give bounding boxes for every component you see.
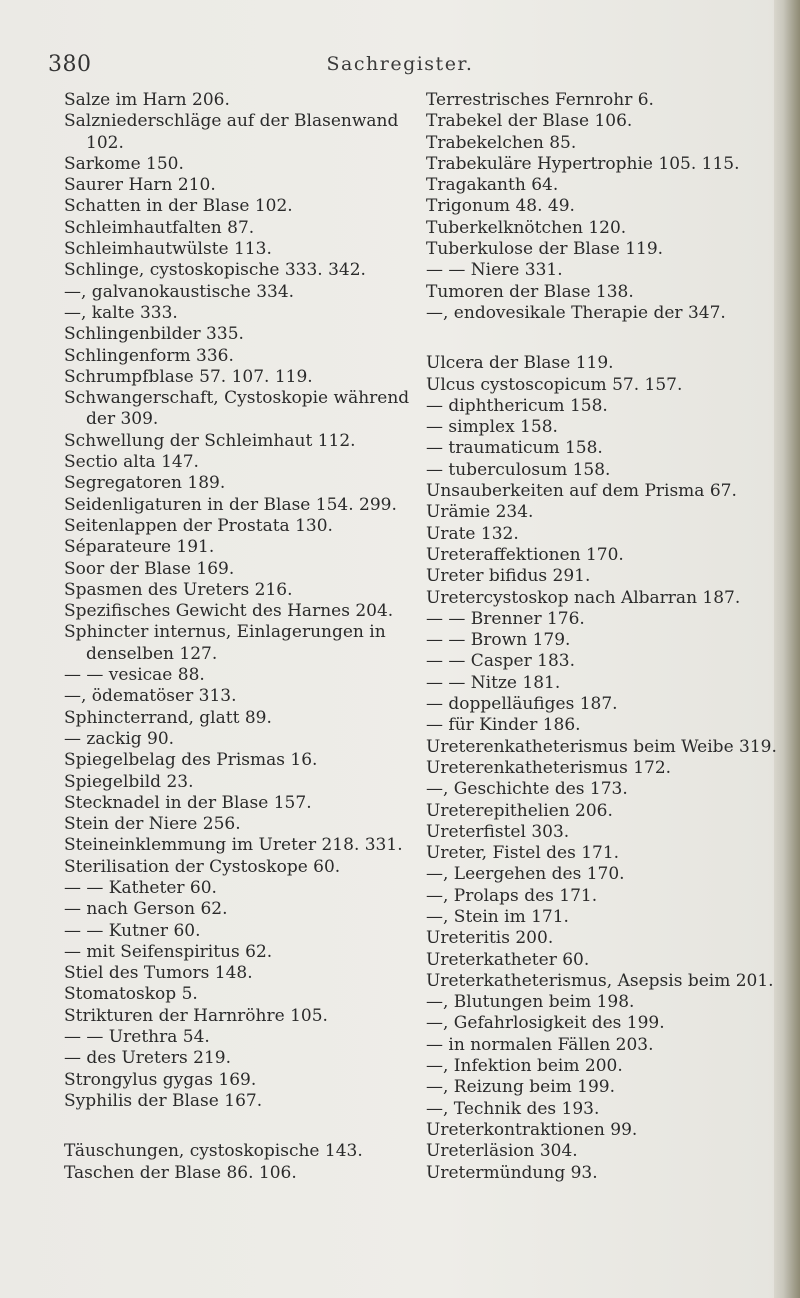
index-entry: Ureterfistel 303. xyxy=(426,821,570,842)
index-column-right xyxy=(426,90,781,1184)
index-entry: Seitenlappen der Prostata 130. xyxy=(64,515,333,536)
index-entry: Terrestrisches Fernrohr 6. xyxy=(426,90,654,110)
index-column-left xyxy=(64,90,409,1184)
index-entry: —, Blutungen beim 198. xyxy=(426,992,635,1013)
index-entry: Schrumpfblase 57. 107. 119. xyxy=(64,366,313,387)
index-entry: Stomatoskop 5. xyxy=(64,984,198,1005)
index-entry: —, Infektion beim 200. xyxy=(426,1056,623,1077)
index-entry: Strongylus gygas 169. xyxy=(64,1069,257,1090)
index-entry: Schatten in der Blase 102. xyxy=(64,196,293,217)
index-entry: —, ödematöser 313. xyxy=(64,686,237,707)
index-entry: — — Urethra 54. xyxy=(64,1027,210,1048)
index-entry: Segregatoren 189. xyxy=(64,473,226,494)
index-entry: — zackig 90. xyxy=(64,728,175,749)
index-entry: Schlingenbilder 335. xyxy=(64,324,244,345)
index-entry: Tumoren der Blase 138. xyxy=(426,281,634,302)
index-entry: —, Leergehen des 170. xyxy=(426,864,625,885)
index-entry: Trabekelchen 85. xyxy=(426,132,577,153)
index-entry: —, galvanokaustische 334. xyxy=(64,281,295,302)
index-entry: Täuschungen, cystoskopische 143. xyxy=(64,1141,363,1162)
index-entry: Urate 132. xyxy=(426,523,519,544)
index-entry: Ureterkatheterismus, Asepsis beim 201. xyxy=(426,970,774,991)
index-entry: Ureterenkatheterismus beim Weibe 319. xyxy=(426,736,777,757)
index-entry: — mit Seifenspiritus 62. xyxy=(64,941,273,962)
index-entry: —, Gefahrlosigkeit des 199. xyxy=(426,1013,665,1034)
index-entry: Sphincterrand, glatt 89. xyxy=(64,707,272,728)
index-entry: — — Brown 179. xyxy=(426,630,571,651)
index-entry: Ureterläsion 304. xyxy=(426,1141,578,1162)
index-entry: —, endovesikale Therapie der 347. xyxy=(426,302,726,323)
index-entry: denselben 127. xyxy=(86,643,218,664)
index-entry: der 309. xyxy=(86,409,159,430)
index-entry: Sphincter internus, Einlagerungen in xyxy=(64,622,386,643)
index-entry: Sectio alta 147. xyxy=(64,452,199,473)
running-header: Sachregister. xyxy=(326,53,474,75)
index-entry: —, Reizung beim 199. xyxy=(426,1077,616,1098)
index-entry: — — Casper 183. xyxy=(426,651,575,672)
index-entry: — — Niere 331. xyxy=(426,260,563,281)
page-number: 380 xyxy=(48,52,92,77)
index-entry: Syphilis der Blase 167. xyxy=(64,1090,263,1111)
index-entry: —, Prolaps des 171. xyxy=(426,885,598,906)
index-entry: Ulcus cystoscopicum 57. 157. xyxy=(426,374,683,395)
index-entry: Schwellung der Schleimhaut 112. xyxy=(64,430,356,451)
index-entry: Spezifisches Gewicht des Harnes 204. xyxy=(64,601,394,622)
index-entry: — — Brenner 176. xyxy=(426,608,585,629)
index-entry: Ulcera der Blase 119. xyxy=(426,353,614,374)
index-entry: Trigonum 48. 49. xyxy=(426,196,575,217)
index-entry: Spiegelbild 23. xyxy=(64,771,194,792)
index-entry: Taschen der Blase 86. 106. xyxy=(64,1162,297,1183)
index-entry: Uretercystoskop nach Albarran 187. xyxy=(426,587,741,608)
index-entry: Schlingenform 336. xyxy=(64,345,234,366)
index-entry: Schleimhautwülste 113. xyxy=(64,239,272,260)
index-entry: Ureter, Fistel des 171. xyxy=(426,843,620,864)
index-entry: Séparateure 191. xyxy=(64,537,215,558)
index-entry: Stein der Niere 256. xyxy=(64,814,241,835)
index-entry: Schleimhautfalten 87. xyxy=(64,217,255,238)
index-entry: Spiegelbelag des Prismas 16. xyxy=(64,750,318,771)
index-entry: — — Nitze 181. xyxy=(426,672,561,693)
index-entry: Salze im Harn 206. xyxy=(64,90,230,110)
index-entry: Unsauberkeiten auf dem Prisma 67. xyxy=(426,481,737,502)
index-entry: Strikturen der Harnröhre 105. xyxy=(64,1005,328,1026)
index-entry: — tuberculosum 158. xyxy=(426,459,611,480)
index-entry: Saurer Harn 210. xyxy=(64,175,216,196)
index-entry: — — Kutner 60. xyxy=(64,920,201,941)
index-entry: Schlinge, cystoskopische 333. 342. xyxy=(64,260,366,281)
index-entry: Ureteritis 200. xyxy=(426,928,554,949)
index-entry: Ureteraffektionen 170. xyxy=(426,544,624,565)
index-entry: —, Technik des 193. xyxy=(426,1098,600,1119)
index-entry: Uretermündung 93. xyxy=(426,1162,598,1183)
index-entry: —, Stein im 171. xyxy=(426,906,569,927)
index-entry: — in normalen Fällen 203. xyxy=(426,1034,654,1055)
index-entry: Ureter bifidus 291. xyxy=(426,566,591,587)
index-entry: — — vesicae 88. xyxy=(64,665,205,686)
index-entry: Salzniederschläge auf der Blasenwand xyxy=(64,111,399,132)
index-entry: —, kalte 333. xyxy=(64,302,178,323)
index-entry: Schwangerschaft, Cystoskopie während xyxy=(64,388,410,409)
index-entry: —, Geschichte des 173. xyxy=(426,779,628,800)
index-entry: Ureterenkatheterismus 172. xyxy=(426,757,672,778)
index-entry: Soor der Blase 169. xyxy=(64,558,235,579)
index-entry: — des Ureters 219. xyxy=(64,1048,231,1069)
index-entry: Ureterepithelien 206. xyxy=(426,800,613,821)
index-entry: — für Kinder 186. xyxy=(426,715,581,736)
index-entry: Trabekel der Blase 106. xyxy=(426,111,633,132)
index-entry: Sterilisation der Cystoskope 60. xyxy=(64,856,341,877)
index-entry: 102. xyxy=(86,132,124,153)
index-entry: — traumaticum 158. xyxy=(426,438,603,459)
index-entry: — nach Gerson 62. xyxy=(64,899,228,920)
index-entry: Seidenligaturen in der Blase 154. 299. xyxy=(64,494,397,515)
index-entry: Tuberkelknötchen 120. xyxy=(426,217,627,238)
index-entry: Trabekuläre Hypertrophie 105. 115. xyxy=(426,153,740,174)
index-entry: Tragakanth 64. xyxy=(426,175,559,196)
index-entry: Spasmen des Ureters 216. xyxy=(64,579,293,600)
index-entry: Stecknadel in der Blase 157. xyxy=(64,792,312,813)
index-entry: — doppelläufiges 187. xyxy=(426,694,618,715)
index-entry: — diphthericum 158. xyxy=(426,395,608,416)
index-entry: — — Katheter 60. xyxy=(64,877,217,898)
index-entry: Tuberkulose der Blase 119. xyxy=(426,239,664,260)
index-entry: Sarkome 150. xyxy=(64,153,184,174)
index-entry: Urämie 234. xyxy=(426,502,534,523)
index-entry: Steineinklemmung im Ureter 218. 331. xyxy=(64,835,403,856)
index-entry: Ureterkontraktionen 99. xyxy=(426,1119,638,1140)
index-entry: — simplex 158. xyxy=(426,417,558,438)
index-entry: Stiel des Tumors 148. xyxy=(64,963,253,984)
index-entry: Ureterkatheter 60. xyxy=(426,949,590,970)
